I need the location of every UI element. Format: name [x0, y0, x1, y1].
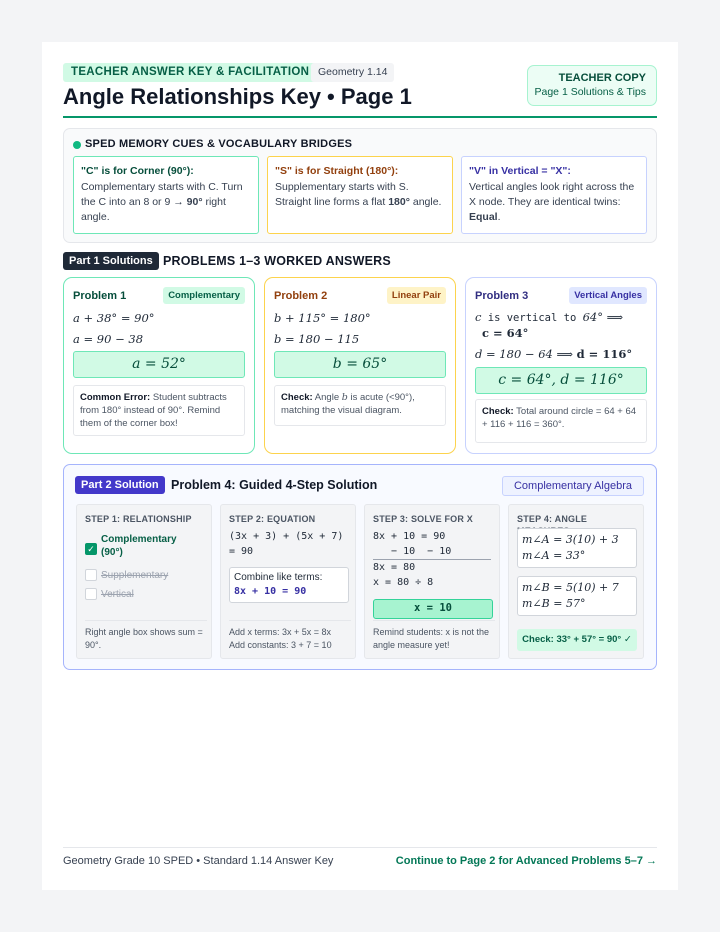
problem-1-card [63, 277, 255, 454]
solve-line: − 10 − 10 [373, 544, 491, 560]
part1-pill: Part 1 Solutions [63, 252, 159, 270]
cue-card-complementary [73, 156, 259, 234]
work-line: a = 90 − 38 [73, 332, 144, 346]
teacher-copy-badge [527, 65, 657, 106]
step-heading: STEP 3: SOLVE FOR X [373, 514, 473, 524]
step-3-card [364, 504, 500, 659]
unchecked-box-icon [85, 569, 97, 581]
equation-line: (3x + 3) + (5x + 7) [229, 531, 344, 542]
teacher-note: Common Error: Student subtracts from 180° instead of 90°. Remind them of the corner box! [73, 385, 245, 436]
angle-b-result: m∠B = 57° [522, 597, 586, 610]
problem-3-card [465, 277, 657, 454]
unchecked-box-icon [85, 588, 97, 600]
part1-title: PROBLEMS 1–3 WORKED ANSWERS [163, 254, 391, 268]
answer-box: c = 64°, d = 116° [475, 367, 647, 394]
problem-tag: Complementary [163, 287, 245, 304]
problem-name: Problem 3 [475, 290, 529, 302]
work-line: a + 38° = 90° [73, 311, 155, 325]
part2-title: Problem 4: Guided 4-Step Solution [171, 478, 378, 492]
work-line: b = 180 − 115 [274, 332, 360, 346]
teacher-note: Check: Total around circle = 64 + 64 + 116 + 116 = 360°. [475, 399, 647, 443]
footer-divider [63, 847, 657, 848]
cue-heading: "V" in Vertical = "X": [469, 165, 571, 177]
option-vertical: Vertical [101, 589, 134, 600]
problem-tag: Linear Pair [387, 287, 446, 304]
step-heading: STEP 1: RELATIONSHIP [85, 514, 192, 524]
work-line: d = 180 − 64 ⟹ d = 116° [475, 347, 633, 361]
cue-body: Complementary starts with C. Turn the C into an 8 or 9 → 90° right angle. [81, 181, 243, 223]
step-4-card [508, 504, 644, 659]
angle-a-result: m∠A = 33° [522, 549, 586, 562]
combine-equation: 8x + 10 = 90 [234, 586, 307, 597]
equation-line: = 90 [229, 546, 254, 557]
answer-box: b = 65° [274, 351, 446, 378]
course-pill: Geometry 1.14 [311, 63, 394, 82]
teacher-note: Check: Angle b is acute (<90°), matching the visual diagram. [274, 385, 446, 426]
option-supplementary: Supplementary [101, 570, 169, 581]
algebra-tag: Complementary Algebra [502, 476, 644, 496]
step-1-card [76, 504, 212, 659]
answer-key-pill: TEACHER ANSWER KEY & FACILITATION [63, 63, 317, 82]
cue-heading: "C" is for Corner (90°): [81, 165, 194, 177]
step-heading: STEP 2: EQUATION [229, 514, 316, 524]
work-line: c = 64° [482, 326, 529, 340]
cue-card-supplementary [267, 156, 453, 234]
solve-line: 8x + 10 = 90 [373, 531, 446, 542]
checked-box-icon: ✓ [85, 543, 97, 555]
teacher-copy-subtitle: Page 1 Solutions & Tips [534, 86, 646, 98]
bullet-dot-icon [73, 141, 81, 149]
page-title: Angle Relationships Key • Page 1 [63, 84, 412, 109]
cue-body: Supplementary starts with S. Straight line forms a flat 180° angle. [275, 181, 442, 208]
problem-name: Problem 1 [73, 290, 127, 302]
problem-tag: Vertical Angles [569, 287, 647, 304]
angle-a-work: m∠A = 3(10) + 3 [522, 533, 619, 546]
angle-b-box [517, 576, 637, 616]
teacher-copy-title: TEACHER COPY [558, 72, 646, 84]
angle-b-work: m∠B = 5(10) + 7 [522, 581, 619, 594]
next-page-link[interactable]: Continue to Page 2 for Advanced Problems 5–7 → [395, 855, 657, 867]
x-answer-box: x = 10 [373, 599, 493, 619]
solve-line: x = 80 ÷ 8 [373, 577, 434, 588]
angle-a-box [517, 528, 637, 568]
combine-label: Combine like terms: [234, 572, 323, 583]
sum-check: Check: 33° + 57° = 90° ✓ [517, 629, 637, 651]
cue-body: Vertical angles look right across the X node. They are identical twins: Equal. [469, 181, 635, 223]
cue-heading: "S" is for Straight (180°): [275, 165, 399, 177]
memory-cues-title: SPED MEMORY CUES & VOCABULARY BRIDGES [85, 138, 353, 150]
answer-box: a = 52° [73, 351, 245, 378]
step-footnote: Right angle box shows sum = 90°. [85, 620, 207, 652]
step-footnote: Add x terms: 3x + 5x = 8x Add constants: 3 + 7 = 10 [229, 620, 351, 652]
option-complementary: Complementary (90°) [101, 534, 177, 558]
work-line: b + 115° = 180° [274, 311, 371, 325]
solve-line: 8x = 80 [373, 562, 416, 573]
footer-course: Geometry Grade 10 SPED • Standard 1.14 Answer Key [63, 855, 334, 867]
worksheet-page [42, 42, 678, 890]
part2-pill: Part 2 Solution [75, 476, 165, 494]
step-heading: STEP 4: ANGLE [517, 514, 588, 524]
step-footnote: Remind students: x is not the angle measure yet! [373, 620, 495, 652]
cue-card-vertical [461, 156, 647, 234]
header-divider [63, 116, 657, 118]
problem-name: Problem 2 [274, 290, 328, 302]
problem-2-card [264, 277, 456, 454]
work-line: c is vertical to 64° ⟹ [475, 310, 624, 324]
step-2-card [220, 504, 356, 659]
combine-terms-box [229, 567, 349, 603]
